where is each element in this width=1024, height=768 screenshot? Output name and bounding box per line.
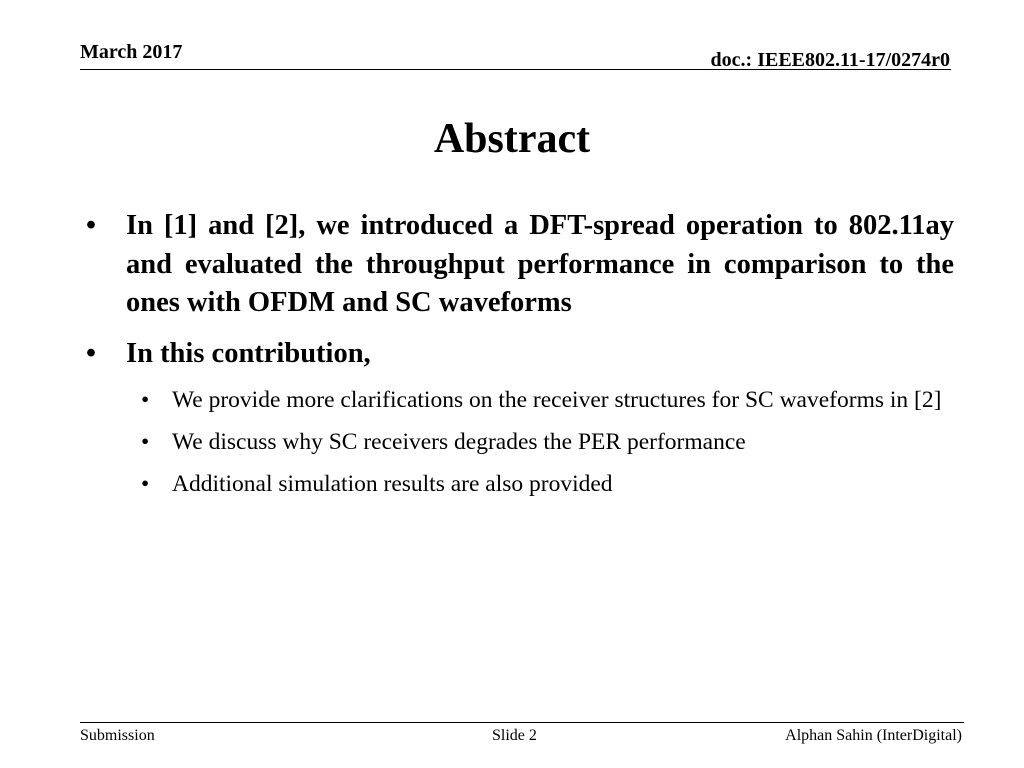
sub-bullet-item — [86, 469, 954, 499]
bullet-icon: • — [86, 210, 96, 241]
footer-slide-number: Slide 2 — [492, 727, 537, 744]
sub-bullet-item — [86, 385, 954, 415]
footer-author: Alphan Sahin (InterDigital) — [785, 727, 962, 744]
bullet-text: In this contribution, — [126, 337, 371, 369]
slide-body — [86, 207, 954, 511]
sub-bullet-text: We provide more clarifications on the receiver structures for SC waveforms in [2] — [172, 387, 942, 413]
sub-bullet-icon: • — [141, 387, 150, 413]
sub-bullet-text: We discuss why SC receivers degrades the PER performance — [172, 429, 746, 455]
sub-bullet-icon: • — [141, 471, 150, 497]
bullet-item — [86, 207, 954, 323]
sub-bullet-text: Additional simulation results are also provided — [172, 471, 613, 497]
bullet-text: In [1] and [2], we introduced a DFT-spread operation to 802.11ay and evaluated the throughput performance in comparison to the ones with OFDM and SC waveforms — [126, 210, 954, 318]
footer-submission: Submission — [80, 727, 155, 744]
slide-title: Abstract — [433, 116, 591, 162]
header-date: March 2017 — [80, 41, 183, 63]
header-doc-id: doc.: IEEE802.11-17/0274r0 — [710, 49, 950, 71]
sub-bullet-icon: • — [141, 429, 150, 455]
bullet-item — [86, 335, 954, 374]
footer-divider — [80, 722, 964, 723]
header-divider — [80, 69, 951, 70]
sub-bullet-item — [86, 427, 954, 457]
bullet-icon: • — [86, 337, 96, 369]
